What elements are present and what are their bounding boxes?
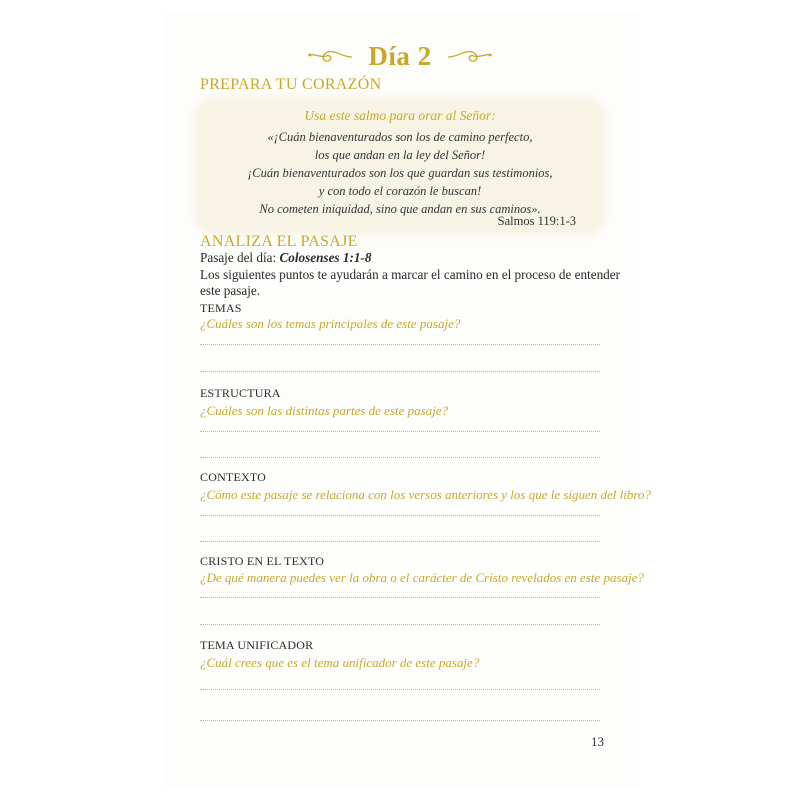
psalm-reference: Salmos 119:1-3 bbox=[497, 214, 576, 228]
instructions-line: Los siguientes puntos te ayudarán a marcar el camino en el proceso de entender bbox=[200, 267, 621, 282]
page-number: 13 bbox=[591, 734, 604, 749]
answer-line[interactable] bbox=[200, 597, 600, 598]
question-cristo: ¿De qué manera puedes ver la obra o el carácter de Cristo revelados en este pasaje? bbox=[200, 570, 644, 585]
psalm-line: «¡Cuán bienaventurados son los de camino perfecto, bbox=[267, 130, 533, 144]
instructions-line: este pasaje. bbox=[200, 283, 261, 298]
psalm-line: los que andan en la ley del Señor! bbox=[314, 148, 486, 162]
answer-line[interactable] bbox=[200, 431, 600, 432]
section-label-estructura: ESTRUCTURA bbox=[200, 386, 281, 400]
answer-line[interactable] bbox=[200, 689, 600, 690]
answer-line[interactable] bbox=[200, 720, 600, 721]
question-tema-unificador: ¿Cuál crees que es el tema unificador de este pasaje? bbox=[200, 655, 480, 670]
question-temas: ¿Cuáles son los temas principales de este pasaje? bbox=[200, 316, 461, 331]
day-header bbox=[0, 36, 800, 76]
psalm-line: ¡Cuán bienaventurados son los que guardan sus testimonios, bbox=[247, 166, 553, 180]
answer-line[interactable] bbox=[200, 344, 600, 345]
section-label-tema-unificador: TEMA UNIFICADOR bbox=[200, 638, 314, 652]
answer-line[interactable] bbox=[200, 515, 600, 516]
prepare-heading: PREPARA TU CORAZÓN bbox=[200, 76, 382, 93]
passage-label: Pasaje del día: bbox=[200, 250, 280, 265]
question-contexto: ¿Cómo este pasaje se relaciona con los versos anteriores y los que le siguen del libro? bbox=[200, 487, 651, 502]
psalm-intro: Usa este salmo para orar al Señor: bbox=[304, 108, 496, 123]
passage-line bbox=[200, 250, 371, 266]
question-estructura: ¿Cuáles son las distintas partes de este pasaje? bbox=[200, 403, 449, 418]
passage-reference: Colosenses 1:1-8 bbox=[279, 250, 372, 265]
psalm-box bbox=[198, 100, 602, 232]
answer-line[interactable] bbox=[200, 371, 600, 372]
day-title: Día 2 bbox=[368, 40, 432, 71]
psalm-line: No cometen iniquidad, sino que andan en sus caminos». bbox=[259, 202, 541, 216]
section-label-contexto: CONTEXTO bbox=[200, 470, 267, 484]
section-label-cristo: CRISTO EN EL TEXTO bbox=[200, 554, 325, 568]
answer-line[interactable] bbox=[200, 541, 600, 542]
left-flourish-icon bbox=[306, 46, 354, 66]
right-flourish-icon bbox=[446, 46, 494, 66]
analyze-heading: ANALIZA EL PASAJE bbox=[200, 233, 358, 250]
section-label-temas: TEMAS bbox=[200, 301, 242, 315]
answer-line[interactable] bbox=[200, 624, 600, 625]
answer-line[interactable] bbox=[200, 457, 600, 458]
psalm-line: y con todo el corazón le buscan! bbox=[318, 184, 482, 198]
